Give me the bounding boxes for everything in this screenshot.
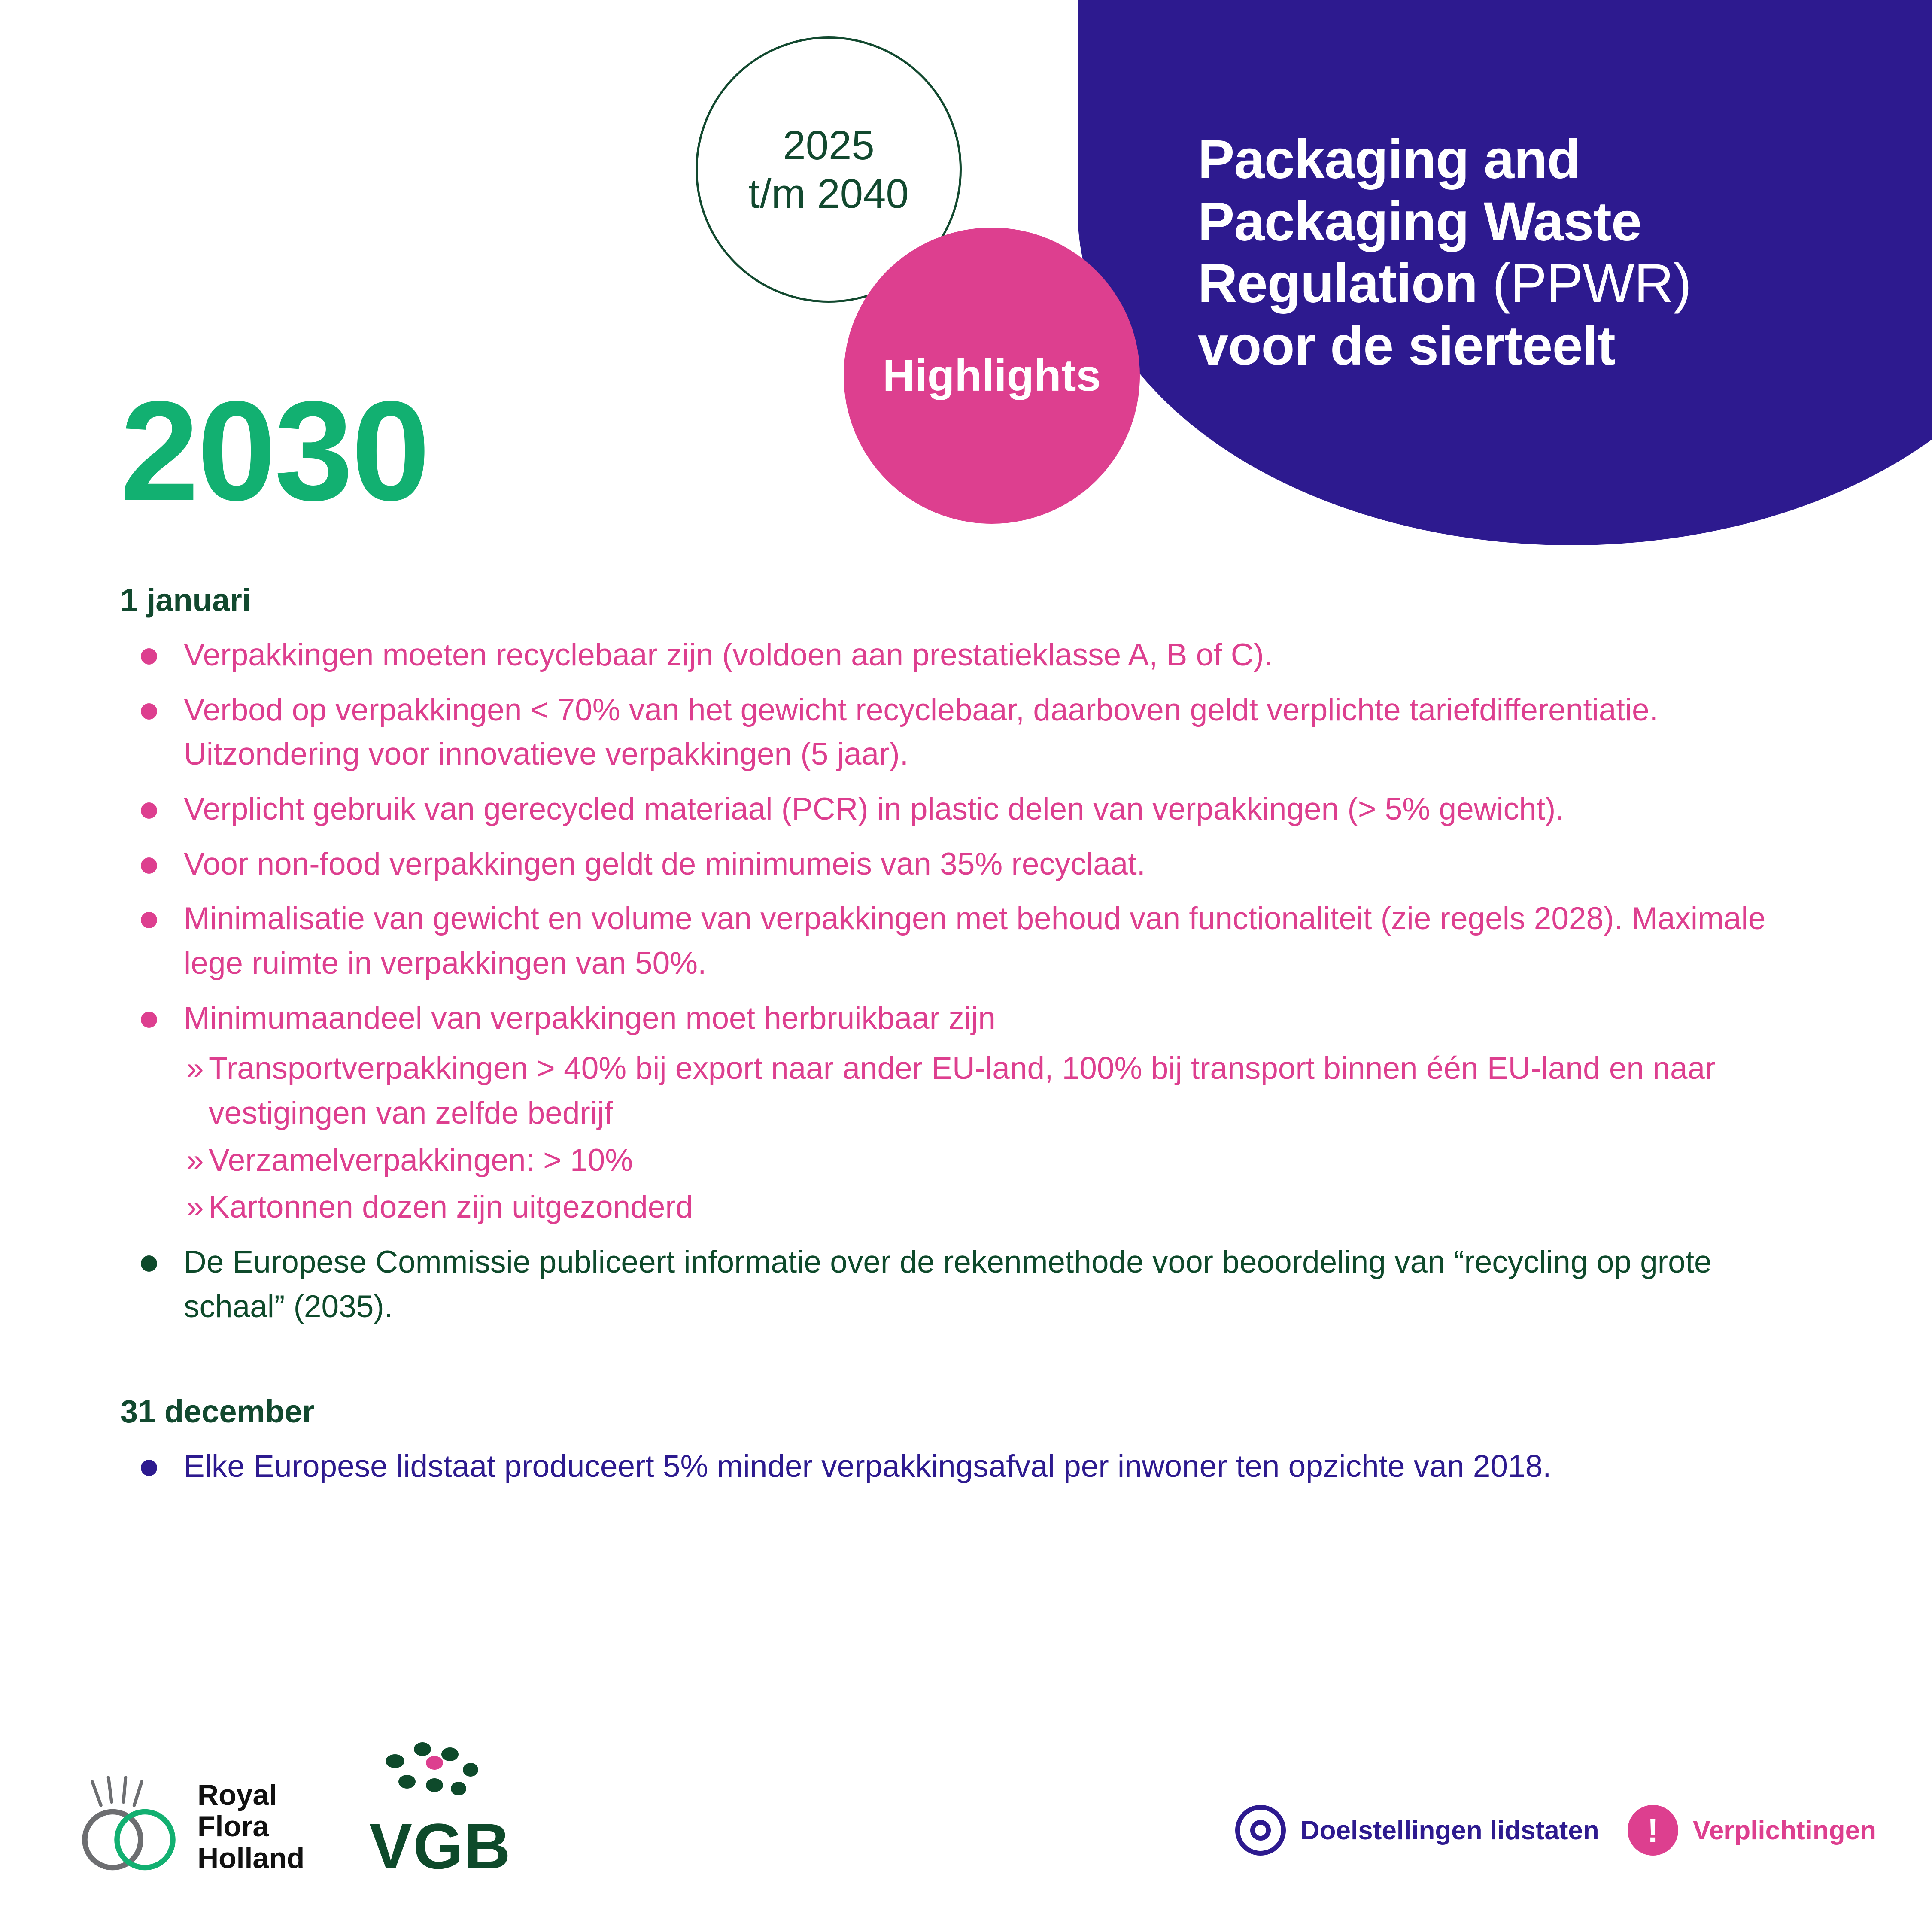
chevron-right-icon: » [186, 1190, 204, 1225]
royal-flora-holland-wordmark [197, 1780, 304, 1874]
list-item [120, 688, 1820, 777]
title-line-1: Packaging and [1198, 129, 1580, 190]
royal-flora-holland-mark-icon [77, 1773, 185, 1880]
legend-item-doelstellingen [1235, 1805, 1599, 1856]
list-item [120, 1444, 1820, 1489]
sub-list-item-text: Transportverpakkingen > 40% bij export naar ander EU-land, 100% bij transport binnen één EU-land en naar vestigingen van zelfde bedrijf [209, 1051, 1716, 1130]
chevron-right-icon: » [186, 1142, 204, 1178]
list-item [120, 633, 1820, 677]
legend-label: Verplichtingen [1692, 1815, 1876, 1845]
title-line-2: Packaging Waste [1198, 191, 1642, 252]
list-item [120, 787, 1820, 832]
list-item-text: Voor non-food verpakkingen geldt de minimumeis van 35% recyclaat. [184, 846, 1145, 881]
date-heading-january: 1 januari [120, 582, 251, 618]
list-item [120, 842, 1820, 887]
sub-list-item [184, 1185, 1820, 1230]
bullet-dot-icon [141, 648, 157, 665]
bullet-dot-icon [141, 1255, 157, 1272]
bullet-list-december [120, 1444, 1820, 1489]
list-item-text: Verbod op verpakkingen < 70% van het gewicht recyclebaar, daarboven geldt verplichte tariefdifferentiatie. Uitzondering voor innovatieve verpakkingen (5 jaar). [184, 692, 1658, 772]
bullet-list-january [120, 633, 1820, 1329]
rfh-logo-svg [77, 1773, 185, 1880]
rfh-line-1: Royal [197, 1778, 277, 1811]
sub-list [184, 1046, 1820, 1230]
sub-list-item-text: Verzamelverpakkingen: > 10% [209, 1142, 633, 1178]
bullet-dot-icon [141, 1460, 157, 1476]
list-item-text: Minimalisatie van gewicht en volume van verpakkingen met behoud van functionaliteit (zie regels 2028). Maximale lege ruimte in verpakkingen van 50%. [184, 901, 1766, 981]
highlights-badge-label: Highlights [882, 350, 1101, 401]
page-title [1198, 129, 1868, 377]
bullet-dot-icon [141, 857, 157, 874]
vgb-wordmark: VGB [369, 1810, 512, 1882]
bullet-dot-icon [141, 1012, 157, 1028]
list-item [120, 896, 1820, 985]
royal-flora-holland-logo [77, 1773, 304, 1880]
rfh-line-3: Holland [197, 1841, 305, 1874]
vgb-flower-icon [369, 1735, 550, 1808]
highlights-badge [844, 228, 1140, 524]
title-ppwr: (PPWR) [1492, 253, 1692, 315]
sub-list-item [184, 1138, 1820, 1183]
legend-item-verplichtingen [1628, 1805, 1876, 1856]
bullet-dot-icon [141, 703, 157, 720]
list-item-text: Minimumaandeel van verpakkingen moet herbruikbaar zijn [184, 1000, 996, 1036]
year-range-line-2: t/m 2040 [748, 171, 909, 217]
bullet-dot-icon [141, 912, 157, 928]
list-item [120, 1240, 1820, 1329]
content-area [120, 582, 1820, 1499]
exclamation-icon: ! [1628, 1805, 1678, 1856]
date-heading-december: 31 december [120, 1394, 315, 1430]
year-range-line-1: 2025 [783, 122, 875, 168]
list-item-text: Verplicht gebruik van gerecycled materiaal (PCR) in plastic delen van verpakkingen (> 5% gewicht). [184, 791, 1564, 826]
bullet-dot-icon [141, 802, 157, 819]
vgb-logo [369, 1735, 592, 1882]
list-item-text: De Europese Commissie publiceert informatie over de rekenmethode voor beoordeling van “recycling op grote schaal” (2035). [184, 1244, 1712, 1324]
footer [0, 1692, 1932, 1932]
sub-list-item [184, 1046, 1820, 1135]
rfh-line-2: Flora [197, 1810, 269, 1843]
title-line-3 [1198, 253, 1868, 315]
list-item-text: Verpakkingen moeten recyclebaar zijn (voldoen aan prestatieklasse A, B of C). [184, 638, 1273, 672]
title-line-4: voor de sierteelt [1198, 315, 1615, 377]
sub-list-item-text: Kartonnen dozen zijn uitgezonderd [209, 1190, 693, 1225]
title-regulation: Regulation [1198, 253, 1478, 315]
target-icon [1235, 1805, 1286, 1856]
list-item [120, 996, 1820, 1230]
chevron-right-icon: » [186, 1051, 204, 1086]
legend-label: Doelstellingen lidstaten [1300, 1815, 1599, 1845]
legend [1235, 1805, 1876, 1856]
big-year-heading: 2030 [120, 371, 429, 530]
target-icon-inner [1250, 1820, 1271, 1841]
list-item-text: Elke Europese lidstaat produceert 5% minder verpakkingsafval per inwoner ten opzichte van 2018. [184, 1449, 1552, 1484]
